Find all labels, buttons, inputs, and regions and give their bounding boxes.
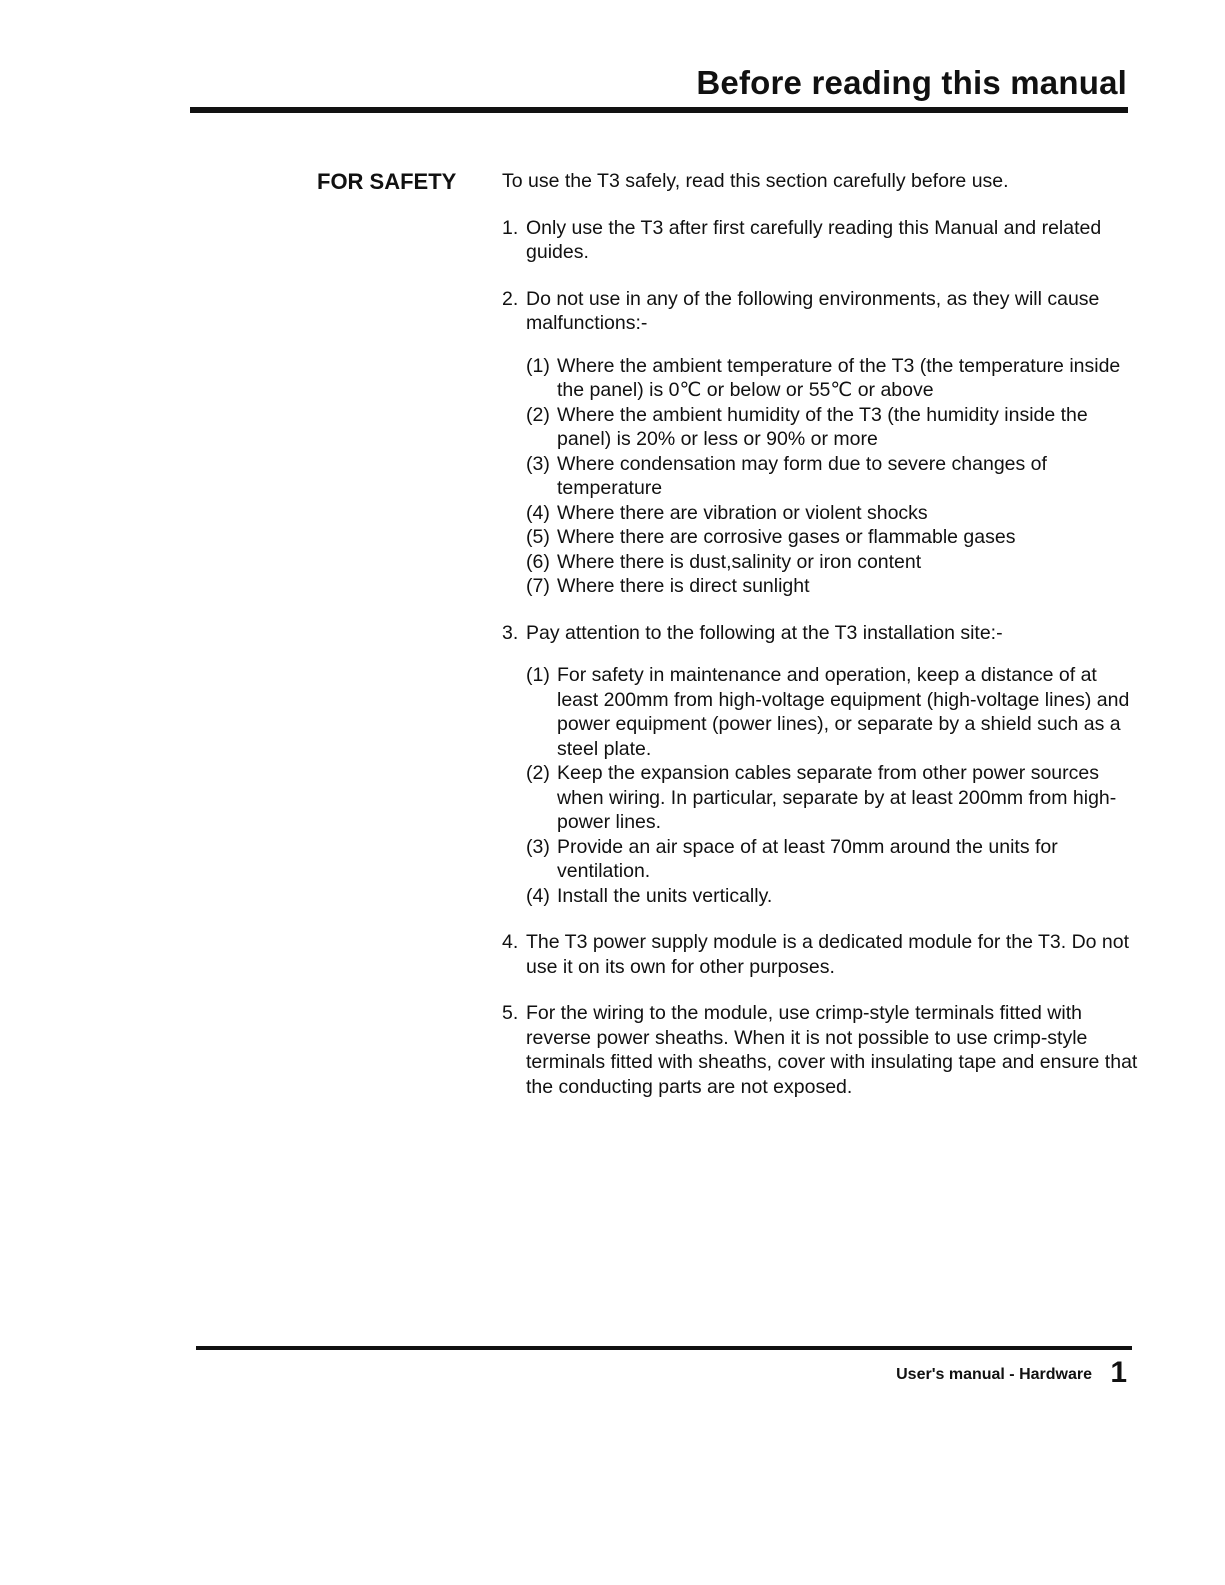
item-number: 5. bbox=[502, 1002, 519, 1024]
list-item bbox=[502, 1001, 1142, 1099]
sub-item-number: (5) bbox=[526, 526, 550, 548]
item-text: For the wiring to the module, use crimp-style terminals fitted with reverse power sheaths. When it is not possible to use crimp-style terminals fitted with sheaths, cover with insulating tape and ensure that the conducting parts are not exposed. bbox=[526, 1002, 1138, 1098]
footer-text: User's manual - Hardware bbox=[896, 1366, 1092, 1383]
item-text: Pay attention to the following at the T3 installation site:- bbox=[526, 621, 1003, 644]
sub-item bbox=[526, 354, 1142, 403]
sub-item bbox=[526, 574, 1142, 599]
sub-item-number: (4) bbox=[526, 884, 550, 907]
page-header-title: Before reading this manual bbox=[696, 64, 1127, 101]
section-body bbox=[502, 169, 1142, 1121]
sub-item-text: Keep the expansion cables separate from other power sources when wiring. In particular, separate by at least 200mm from high-power lines. bbox=[557, 762, 1117, 833]
sub-item bbox=[526, 501, 1142, 526]
sub-item-number: (3) bbox=[526, 835, 550, 858]
footer-rule bbox=[196, 1346, 1132, 1350]
list-item bbox=[502, 287, 1142, 599]
sub-item bbox=[526, 452, 1142, 501]
item-number: 2. bbox=[502, 287, 519, 310]
sub-item bbox=[526, 550, 1142, 575]
safety-list bbox=[502, 216, 1142, 1100]
sub-item-text: For safety in maintenance and operation, keep a distance of at least 200mm from high-voltage equipment (high-voltage lines) and power equipment (power lines), or separate by a shield such as a steel plate. bbox=[557, 664, 1130, 760]
section-heading: FOR SAFETY bbox=[317, 169, 457, 194]
sub-list bbox=[526, 663, 1142, 908]
sub-item-number: (1) bbox=[526, 664, 550, 686]
list-item bbox=[502, 621, 1142, 909]
sub-item-number: (3) bbox=[526, 452, 550, 475]
sub-item bbox=[526, 884, 1142, 909]
sub-item bbox=[526, 663, 1142, 761]
sub-item-text: Where the ambient humidity of the T3 (the humidity inside the panel) is 20% or less or 90% or more bbox=[557, 403, 1088, 450]
sub-item-text: Where there are vibration or violent shocks bbox=[557, 501, 928, 524]
sub-item-text: Where there are corrosive gases or flammable gases bbox=[557, 526, 1016, 548]
sub-item-text: Where the ambient temperature of the T3 (the temperature inside the panel) is 0℃ or below or 55℃ or above bbox=[557, 354, 1121, 401]
sub-item-number: (2) bbox=[526, 403, 550, 426]
sub-item bbox=[526, 403, 1142, 452]
header-rule bbox=[190, 107, 1128, 113]
sub-item-number: (7) bbox=[526, 575, 550, 597]
sub-item-number: (1) bbox=[526, 354, 550, 377]
item-number: 3. bbox=[502, 621, 519, 644]
list-item bbox=[502, 930, 1142, 979]
sub-item-text: Provide an air space of at least 70mm around the units for ventilation. bbox=[557, 835, 1058, 882]
sub-item bbox=[526, 761, 1142, 835]
list-item bbox=[502, 216, 1142, 265]
item-text: Do not use in any of the following environments, as they will cause malfunctions:- bbox=[526, 287, 1100, 334]
sub-item bbox=[526, 835, 1142, 884]
sub-item-text: Install the units vertically. bbox=[557, 884, 773, 907]
sub-item-number: (4) bbox=[526, 501, 550, 524]
sub-item bbox=[526, 525, 1142, 550]
item-text: Only use the T3 after first carefully reading this Manual and related guides. bbox=[526, 216, 1102, 263]
sub-item-text: Where there is direct sunlight bbox=[557, 575, 810, 597]
item-number: 4. bbox=[502, 931, 519, 953]
sub-item-text: Where there is dust,salinity or iron content bbox=[557, 550, 922, 573]
item-number: 1. bbox=[502, 216, 519, 239]
item-text: The T3 power supply module is a dedicated module for the T3. Do not use it on its own for other purposes. bbox=[526, 931, 1130, 978]
sub-item-number: (6) bbox=[526, 550, 550, 573]
sub-item-text: Where condensation may form due to severe changes of temperature bbox=[557, 452, 1047, 499]
sub-list bbox=[526, 354, 1142, 599]
intro-text: To use the T3 safely, read this section carefully before use. bbox=[502, 170, 1009, 192]
page-number: 1 bbox=[1110, 1356, 1127, 1389]
sub-item-number: (2) bbox=[526, 762, 550, 784]
